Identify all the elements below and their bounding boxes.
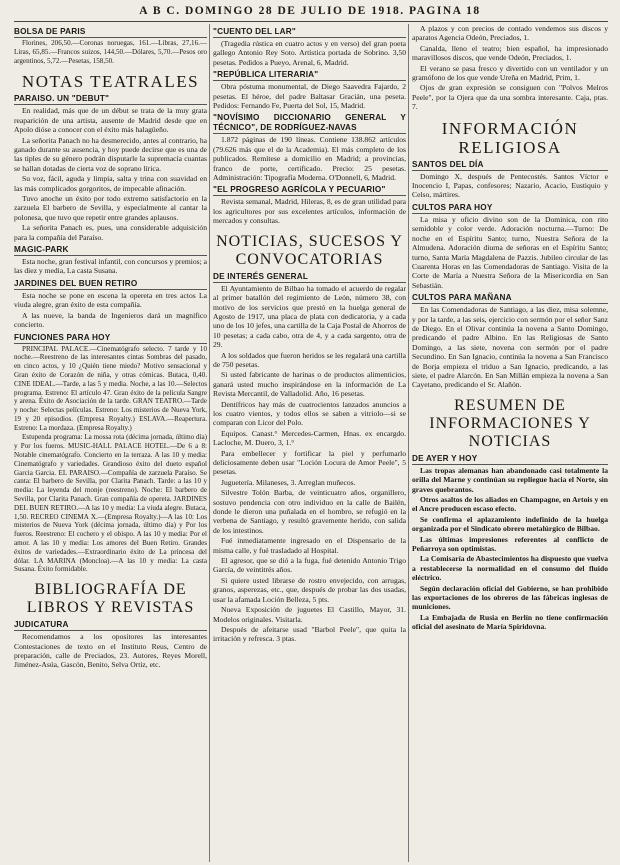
bolsa-heading: BOLSA DE PARIS <box>14 27 207 38</box>
news-item: Según declaración oficial del Gobierno, se han prohibido las exportaciones de los obreros de las fábricas inglesas de municiones. <box>412 583 608 612</box>
paragraph: Dentífricos hay más de cuatrocientos lanzados anuncios a los cuatro vientos, y todos ellos se saben a vitriolo—si se comparan con Licor del Polo. <box>213 399 406 428</box>
page-header: A B C. DOMINGO 28 DE JULIO DE 1918. PAGINA 18 <box>139 5 481 17</box>
news-item: La Embajada de Rusia en Berlín no tiene confirmación oficial del asesinato de María Spiridovna. <box>412 612 608 632</box>
paragraph: Canalda, lleno el teatro; bien español, ha impresionado maravillosos discos, que vende Odeón, Preciados, 1. <box>412 43 608 63</box>
paragraph: Ojos de gran expresión se consiguen con "Polvos Melros Peele", por la Ojera que da una sombra interesante. Caja, ptas. 7. <box>412 83 608 112</box>
paragraph: Esta noche se pone en escena la opereta en tres actos La viuda alegre, gran éxito de esta compañía. <box>14 290 207 310</box>
news-item: Se confirma el aplazamiento indefinido de la huelga organizada por el Sindicato obrero metalúrgico de Bilbao. <box>412 514 608 534</box>
column-separator <box>209 24 210 862</box>
news-item: Las últimas impresiones referentes al conflicto de Peñarroya son optimistas. <box>412 534 608 554</box>
bibliografia-title: BIBLIOGRAFÍA DE LIBROS Y REVISTAS <box>26 581 195 617</box>
paragraph: (Tragedia rústica en cuatro actos y en verso) del gran poeta gallego Antonio Rey Soto. Artística portada de Sobrino. 3,50 pesetas. Pedidos a Pueyo, Arenal, 6, Madrid. <box>213 39 406 67</box>
paragraph: Esta noche, gran festival infantil, con concursos y premios; a las diez y media, La casta Susana. <box>14 257 207 276</box>
paragraph: Tuvo anoche un éxito por todo extremo satisfactorio en la zarzuela El barbero de Sevilla, y especialmente al cantar la polonesa, que tuvo que repetir entre grandes aplausos. <box>14 194 207 222</box>
column-separator <box>408 24 409 862</box>
funciones-heading: FUNCIONES PARA HOY <box>14 333 207 344</box>
paragraph: En las Comendadoras de Santiago, a las diez, misa solemne, y por la tarde, a las seis, ejercicio con sermón por el señor Sanz de Diego. En el Olivar continúa la novena a Santo Domingo, predicando el padre Albino. En las Religiosas de Santo Domingo, a las siete, novena con sermón por el padre Secundino. En San Ignacio, continúa la novena a San Francisco de Borja empieza el triduo a San Ignacio, predicando, a las siete, el padre Alarcón. En San Millán empieza la novena a San Cayetano, predicando el Sr. Alañón. <box>412 305 608 390</box>
santos-heading: SANTOS DEL DÍA <box>412 160 608 171</box>
paragraph: Después de afeitarse usad "Barbol Peele", que quita la irritación y refresca. 3 ptas. <box>213 624 406 644</box>
paragraph: La misa y oficio divino son de la Dominica, con rito semidoble y color verde. Adoración nocturna.—Turno: De noche en el Espíritu Santo; turno, Nuestra Señora de la Almudena. Adoración diurna de señoras en el Espíritu Santo; turno, Santa María Magdalena de Pazzis. Jubileo circular de las Cuarenta Horas en las Comendadoras de Santiago. Visita de la Corte de María a Nuestra Señora de la Misericordia en San Sebastián. <box>412 214 608 290</box>
paragraph: Su voz, fácil, aguda y limpia, salta y trina con suavidad en las más complicados gorgoritos, de impecable afinación. <box>14 174 207 193</box>
cuento-heading: "CUENTO DEL LAR" <box>213 27 406 38</box>
paragraph: El agresor, que se dió a la fuga, fué detenido Antonio Trigo García, de veintitrés años. <box>213 556 406 575</box>
news-item: Otros asaltos de los aliados en Champagne, en Artois y en el Ancre producen escaso efecto. <box>412 495 608 514</box>
bolsa-text: Florines, 206,50.—Coronas noruegas, 161.—Libras, 27,16.—Liras, 65,85.—Francos suizos, 144,50.—Dólares, 5,70.—Pesos oro argentinos, 5,72.—Pesetas, 158,50. <box>14 39 207 65</box>
jardines-heading: JARDINES DEL BUEN RETIRO <box>14 279 207 290</box>
paragraph: A plazos y con precios de contado vendemos sus discos y aparatos Agencia Odeón, Preciados, 1. <box>412 24 608 43</box>
progreso-heading: "EL PROGRESO AGRÍCOLA Y PECUARIO" <box>213 185 406 196</box>
cultos-hoy-heading: CULTOS PARA HOY <box>412 203 608 214</box>
paragraph: Si quiere usted librarse de rostro envejecido, con arrugas, granos, asperezas, etc., que, después de probar las dos usadas, usar la afamada Loción Belleza, 5 pts. <box>213 575 406 604</box>
column-1 <box>14 24 207 862</box>
funciones-text-more: Estupenda programa: La mossa rota (décima jornada, último día) y Por los fueros. MUSIC-HALL PALACE HOTEL.—De 6 a 8: Notable cinematógrafo. Concierto en la terraza. A las 10 y media: Cinematógrafo y variedades. Grandioso éxito del dueto español Garcia Garcia. EL PARAISO.—Compañía de zarzuela Paraíso. Se canta: El barbero de Sevilla, por Clarita Panach. Tarde: a las 10 y media: La leyenda del monje (reestreno). Noche: El barbero de Sevilla, por Clarita Panach. Gran compañía de opereta. JARDINES DEL BUEN RETIRO.—A las 10 y media: La viuda alegre. Butaca, 1,50. RECREO CINEMA X.—(Empresa Royalty.)—A las 10: Los misterios de Nueva York (décima jornada, último día) y Por los fueros. Reestreno: El cochero y el obispo. A las 10 y media: Por el amor. A las 10 y media: Los amores del Buen Retiro. Grandes éxitos de variedades.—Extraordinario éxito de La princesa del dólar. LA MARINA (Moncloa).—A las 10 y media: La casta Susana. Éxito formidable. <box>14 433 207 574</box>
cultos-manana-heading: CULTOS PARA MAÑANA <box>412 293 608 304</box>
funciones-text: PRINCIPAL PALACE.—Cinematógrafo selecto. 7 tarde y 10 noche.—Reestreno de las interesantes cintas Sombras del pasado, en cinco actos, y 10 ¿Quién tiene miedo? Motivo sensacional y Gran éxito de Corazón de niña, y otras cómicas. Butaca, 0,40. CINE IDEAL.—Tarde, a las 5 y media. Noche, a las 10.—Selectos programa. Estreno: El artículo 47. Gran éxito de la película Sangre y arena. Éxito de Asociación de la tarde. GRAN TEATRO.—Tarde y noche: Selectas películas. Estreno: Los misterios de Nueva York, 19 y 20 episodios. (Empresa Royalty.) ESLAVA.—Reapertura. Estreno: La mordaza. (Empresa Royalty.) <box>14 344 207 432</box>
paragraph: 1.872 páginas de 190 líneas. Contiene 138.862 artículos (79.626 más que el de la Academia). El más completo de los publicados. Remítese a domicilio en Madrid; a provincias, franco de porte, certificado. Precio: 25 pesetas. Administración: Tipografía Moderna. O'Donnell, 6, Madrid. <box>213 135 406 183</box>
paragraph: Recomendamos a los opositores las interesantes Contestaciones de texto en el Instituto Reus, Centro de preparación, calle de Preciados, 23. Autores, Reyes Morell, Jiménez-Asúa, Gascón, Benito, Selva Ortiz, etc. <box>14 632 207 670</box>
paragraph: A los soldados que fueron heridos se les regalará una cartilla de 750 pesetas. <box>213 350 406 369</box>
paragraph: Si usted fabricante de harinas o de productos alimenticios, ganará usted mucho inspirándose en la información de La Revista Mercantil, de Valladolid. Año, 16 pesetas. <box>213 370 406 399</box>
paragraph: Domingo X, después de Pentecostés. Santos Víctor e Inocencio I, Papas, confesores; Nazario, Acacio, Eustiquio y Celso, mártires. <box>412 171 608 200</box>
ayer-hoy-heading: DE AYER Y HOY <box>412 454 608 465</box>
paragraph: Para embellecer y fortificar la piel y perfumarlo deliciosamente deben usar "Loción Locura de Amor Peele", 5 pesetas. <box>213 448 406 477</box>
paragraph: El Ayuntamiento de Bilbao ha tomado el acuerdo de regalar al primer batallón del regimiento de León, número 38, con motivo de los servicios que prestó en la huelga general de Agosto de 1917, una placa de plata con dedicatoria, y a cada uno de los 10 jefes, una cartilla de la Caja Postal de Ahorros de 10 pesetas; a cada cabo, otra de 4, y a cada sargento, otra de 29. <box>213 283 406 350</box>
paragraph: Fué inmediatamente ingresado en el Dispensario de la misma calle, y fué trasladado al Hospital. <box>213 536 406 555</box>
header-rule <box>14 21 608 22</box>
notas-title: NOTAS TEATRALES <box>21 72 200 92</box>
paragraph: La señorita Panach es, pues, una considerable adquisición para la compañía del Paraíso. <box>14 223 207 242</box>
diccionario-heading: "NOVÍSIMO DICCIONARIO GENERAL Y TÉCNICO", DE RODRÍGUEZ-NAVAS <box>213 113 406 133</box>
paragraph: En realidad, más que de un début se trata de la muy grata reaparición de una artista, ausente de Madrid desde que en Apolo dióse a conocer con el éxito más halagüeño. <box>14 106 207 135</box>
column-2 <box>213 24 406 862</box>
column-3 <box>412 24 608 862</box>
paragraph: Revista semanal, Madrid, Hileras, 8, es de gran utilidad para los agricultores por sus excelentes artículos, información de mercados y consultas. <box>213 197 406 226</box>
paragraph: Silvestre Tolón Barba, de veinticuatro años, organillero, sostuvo pendencia con otro individuo en la calle de Bailén, donde le dieron una puñalada en el hombro, se refugió en la verbena de Santiago, y resultó gravemente herido, con salida de los intestinos. <box>213 488 406 535</box>
paragraph: El verano se pasa fresco y divertido con un ventilador y un gramófono de los que vende Ureña en Madrid, Prim, 1. <box>412 63 608 83</box>
interes-heading: DE INTERÉS GENERAL <box>213 272 406 283</box>
news-item: Las tropas alemanas han abandonado casi totalmente la orilla del Marne y continúan su repliegue hacia el Norte, sin graves quebrantos. <box>412 465 608 494</box>
religiosa-title: INFORMACIÓN RELIGIOSA <box>441 118 579 157</box>
paragraph: Equipos. Canast.° Mercedes-Carmen, Hnas. ex encargdo. Lacloche, M. Duero, 3, 1.° <box>213 428 406 448</box>
paragraph: Obra póstuma monumental, de Diego Saavedra Fajardo, 2 pesetas. El héroe, del padre Baltasar Gracián, una peseta. Pedidos: Fernando Fe, Puerta del Sol, 15, Madrid. <box>213 82 406 111</box>
judicatura-heading: JUDICATURA <box>14 620 207 631</box>
news-item: La Comisaría de Abastecimientos ha dispuesto que vuelva a restablecerse la normalidad en el consumo del fluido eléctrico. <box>412 554 608 583</box>
resumen-title: RESUMEN DE INFORMACIONES Y NOTICIAS <box>429 396 591 450</box>
noticias-title: NOTICIAS, SUCESOS Y CONVOCATORIAS <box>216 232 403 268</box>
paragraph: A las nueve, la banda de Ingenieros dará un magnífico concierto. <box>14 310 207 330</box>
paraiso-heading: PARAISO. UN "DEBUT" <box>14 94 207 105</box>
magic-park-heading: MAGIC-PARK <box>14 245 207 256</box>
paragraph: La señorita Panach no ha desmerecido, antes al contrario, ha ganado durante su ausencia, y hoy puede decirse que es una de las tiples de su género podrán disputarle la supremacía cuantas se hallan dotadas de cierta voz de soprano lírica. <box>14 135 207 173</box>
paragraph: Juguetería. Milaneses, 3. Arreglan muñecos. <box>221 477 356 487</box>
paragraph: Nueva Exposición de juguetes El Castillo, Mayor, 31. Modelos originales. Visitarla. <box>213 605 406 624</box>
republica-heading: "REPÚBLICA LITERARIA" <box>213 70 406 81</box>
